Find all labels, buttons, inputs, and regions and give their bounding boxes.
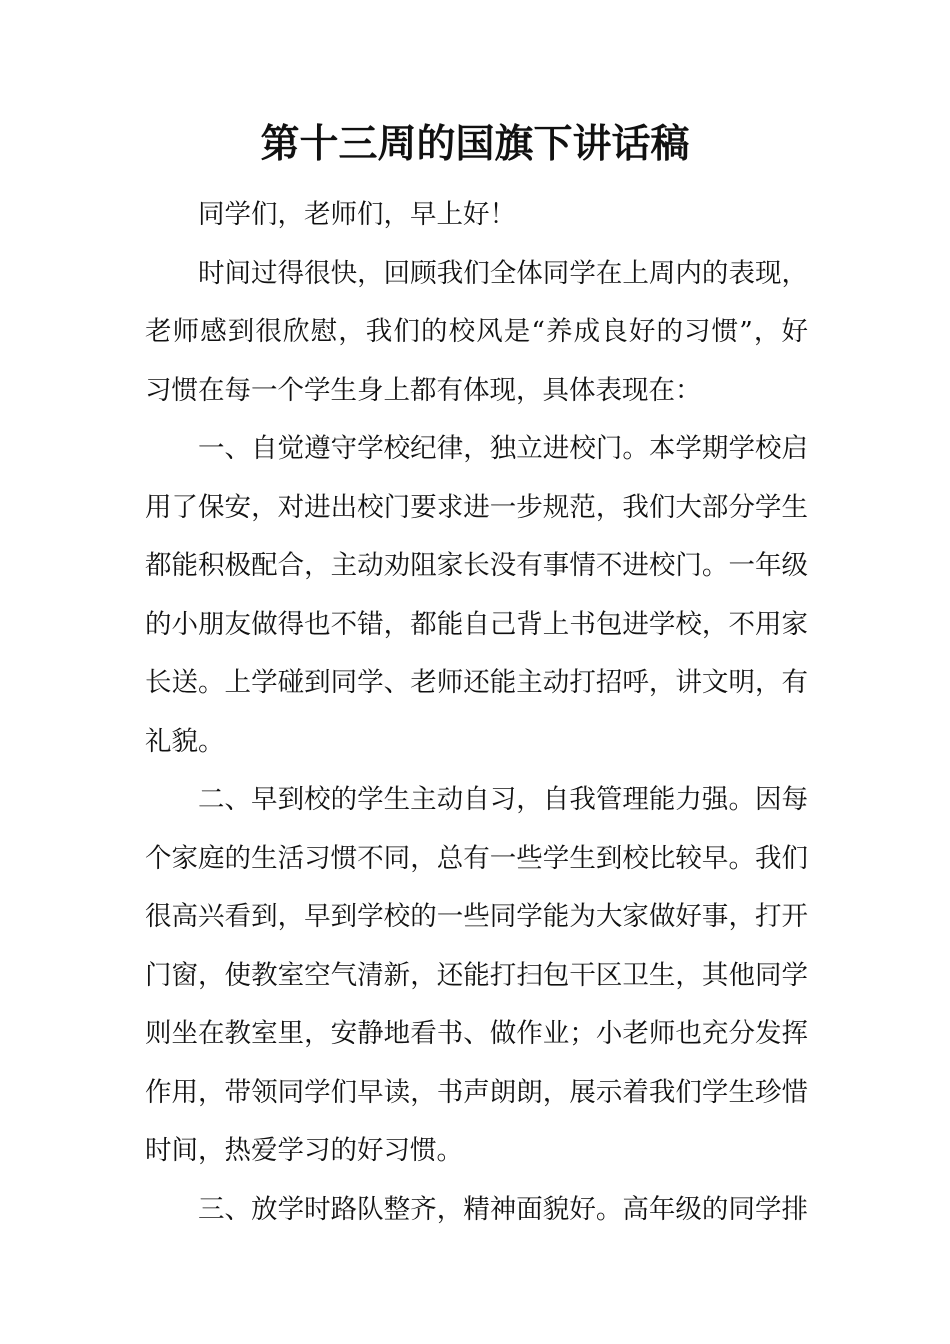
text-line: 很高兴看到，早到学校的一些同学能为大家做好事，打开 <box>145 901 808 932</box>
paragraph-point-two <box>145 771 808 1181</box>
text-line: 同学们，老师们，早上好！ <box>198 199 516 230</box>
text-line: 长送。上学碰到同学、老师还能主动打招呼，讲文明，有 <box>145 667 808 698</box>
text-line: 的小朋友做得也不错，都能自己背上书包进学校，不用家 <box>145 608 808 640</box>
text-line: 个家庭的生活习惯不同，总有一些学生到校比较早。我们 <box>145 842 808 874</box>
text-line: 礼貌。 <box>145 725 225 757</box>
text-line: 门窗，使教室空气清新，还能打扫包干区卫生，其他同学 <box>145 959 808 991</box>
text-line: 作用，带领同学们早读，书声朗朗，展示着我们学生珍惜 <box>145 1076 808 1108</box>
text-line: 二、早到校的学生主动自习，自我管理能力强。因每 <box>198 784 808 815</box>
paragraph-intro <box>145 245 808 421</box>
text-line: 三、放学时路队整齐，精神面貌好。高年级的同学排 <box>198 1193 808 1225</box>
text-line: 则坐在教室里，安静地看书、做作业；小老师也充分发挥 <box>145 1018 808 1049</box>
paragraph-greeting <box>145 186 808 245</box>
text-line: 时间过得很快，回顾我们全体同学在上周内的表现， <box>198 257 808 289</box>
document-title: 第十三周的国旗下讲话稿 <box>260 121 690 167</box>
text-line: 习惯在每一个学生身上都有体现，具体表现在： <box>145 374 702 406</box>
text-line: 一、自觉遵守学校纪律，独立进校门。本学期学校启 <box>198 433 808 464</box>
text-line: 时间，热爱学习的好习惯。 <box>145 1135 463 1166</box>
text-line: 老师感到很欣慰，我们的校风是“养成良好的习惯”，好 <box>145 316 808 347</box>
paragraph-point-one <box>145 420 808 771</box>
text-line: 用了保安，对进出校门要求进一步规范，我们大部分学生 <box>145 491 808 523</box>
document-body <box>145 186 808 1239</box>
text-line: 都能积极配合，主动劝阻家长没有事情不进校门。一年级 <box>145 550 808 581</box>
paragraph-point-three <box>145 1181 808 1240</box>
